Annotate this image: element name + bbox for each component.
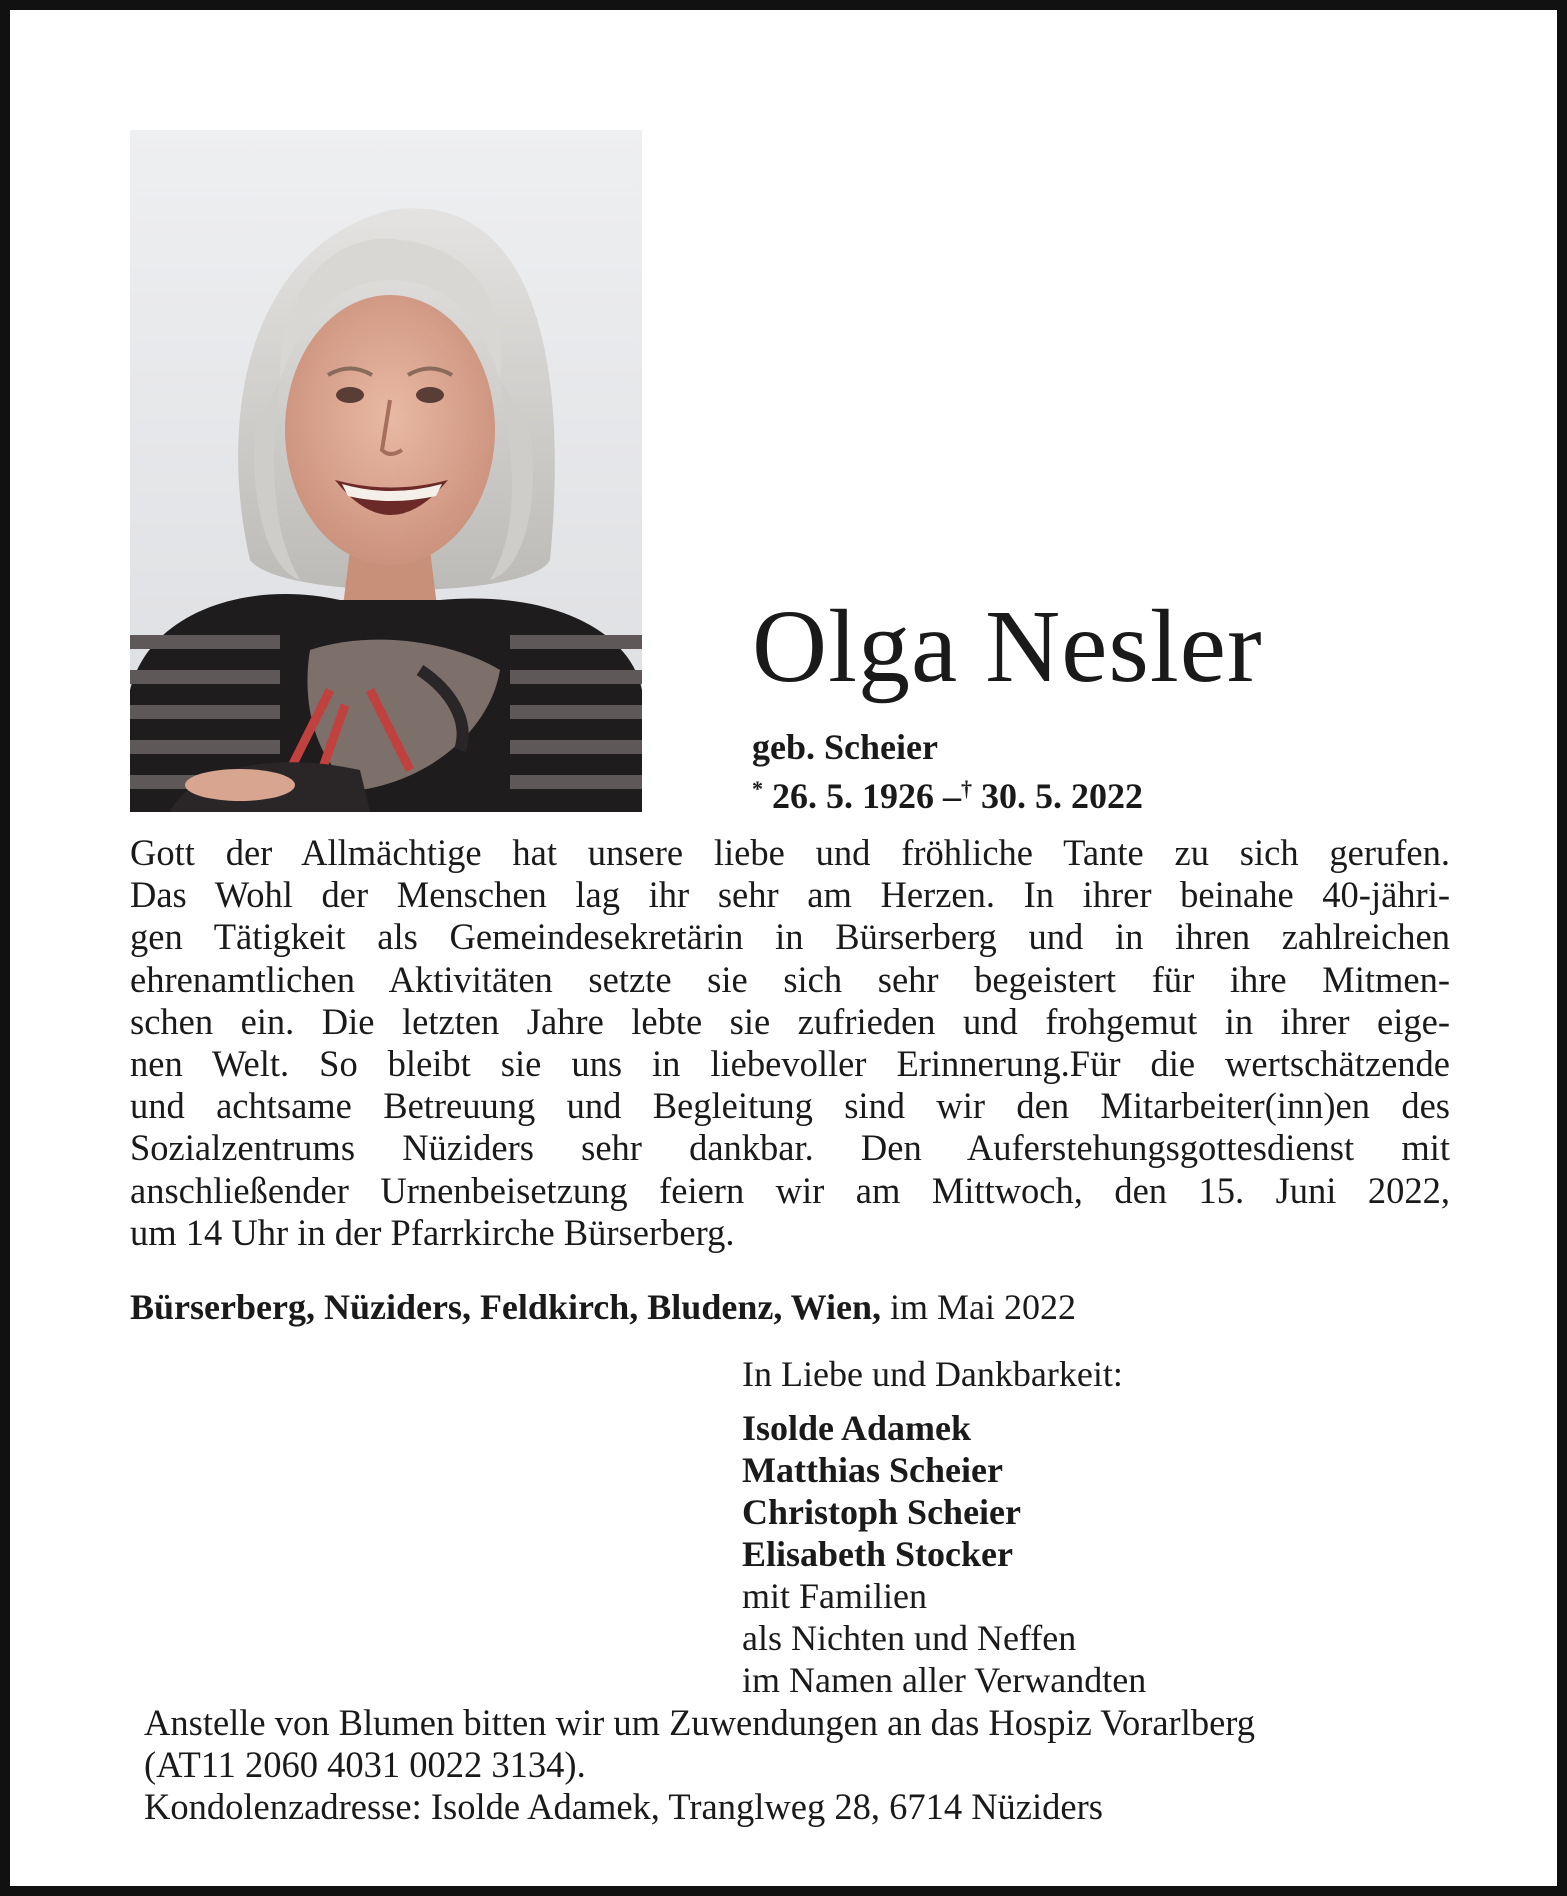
- condolence-address: Kondolenzadresse: Isolde Adamek, Tranglweg 28, 6714 Nüziders: [144, 1786, 1103, 1827]
- life-dates: [752, 768, 1143, 817]
- footer-note: [144, 1702, 1255, 1828]
- family-line: mit Familien: [742, 1576, 927, 1616]
- signer-name: Elisabeth Stocker: [742, 1534, 1014, 1574]
- place-and-date: [130, 1286, 1076, 1328]
- family-line: als Nichten und Neffen: [742, 1618, 1077, 1658]
- text-line: Das Wohl der Menschen lag ihr sehr am Herzen. In ihrer beinahe 40-jähri-: [130, 874, 1450, 916]
- text-line: Sozialzentrums Nüziders sehr dankbar. Den Auferstehungsgottesdienst mit: [130, 1127, 1450, 1169]
- date-separator: –: [943, 776, 961, 816]
- text-line: schen ein. Die letzten Jahre lebte sie zufrieden und frohgemut in ihrer eige-: [130, 1000, 1450, 1042]
- signers-list: [742, 1407, 1021, 1575]
- obituary-notice: [10, 10, 1557, 1886]
- portrait-photo: [130, 130, 642, 812]
- text-line: Gott der Allmächtige hat unsere liebe und fröhliche Tante zu sich gerufen.: [130, 832, 1450, 873]
- deceased-name: Olga Nesler: [752, 589, 1263, 704]
- text-line: nen Welt. So bleibt sie uns in liebevoller Erinnerung.Für die wertschätzende: [130, 1043, 1450, 1085]
- portrait-illustration: [130, 130, 642, 812]
- birth-name: geb. Scheier: [752, 727, 938, 767]
- text-line: ehrenamtlichen Aktivitäten setzte sie sich sehr begeistert für ihre Mitmen-: [130, 958, 1450, 1000]
- family-line: im Namen aller Verwandten: [742, 1660, 1147, 1700]
- birth-symbol: *: [752, 776, 763, 801]
- birth-date: 26. 5. 1926: [772, 776, 934, 816]
- family-lines: [742, 1575, 1146, 1701]
- notice-date: im Mai 2022: [890, 1287, 1077, 1327]
- signer-name: Matthias Scheier: [742, 1450, 1003, 1490]
- donation-note: Anstelle von Blumen bitten wir um Zuwendungen an das Hospiz Vorarlberg: [144, 1702, 1256, 1743]
- death-date: 30. 5. 2022: [981, 776, 1143, 816]
- text-line: um 14 Uhr in der Pfarrkirche Bürserberg.: [130, 1211, 735, 1253]
- place-list: Bürserberg, Nüziders, Feldkirch, Bludenz, Wien,: [130, 1287, 882, 1327]
- thanks-line: In Liebe und Dankbarkeit:: [742, 1354, 1123, 1394]
- signer-name: Christoph Scheier: [742, 1492, 1021, 1532]
- death-symbol: †: [961, 776, 972, 801]
- bank-account: (AT11 2060 4031 0022 3134).: [144, 1744, 586, 1785]
- text-line: und achtsame Betreuung und Begleitung sind wir den Mitarbeiter(inn)en des: [130, 1085, 1450, 1127]
- text-line: gen Tätigkeit als Gemeindesekretärin in Bürserberg und in ihren zahlreichen: [130, 916, 1450, 958]
- obituary-text: [130, 832, 1450, 1254]
- signer-name: Isolde Adamek: [742, 1408, 972, 1448]
- text-line: anschließender Urnenbeisetzung feiern wir am Mittwoch, den 15. Juni 2022,: [130, 1169, 1450, 1211]
